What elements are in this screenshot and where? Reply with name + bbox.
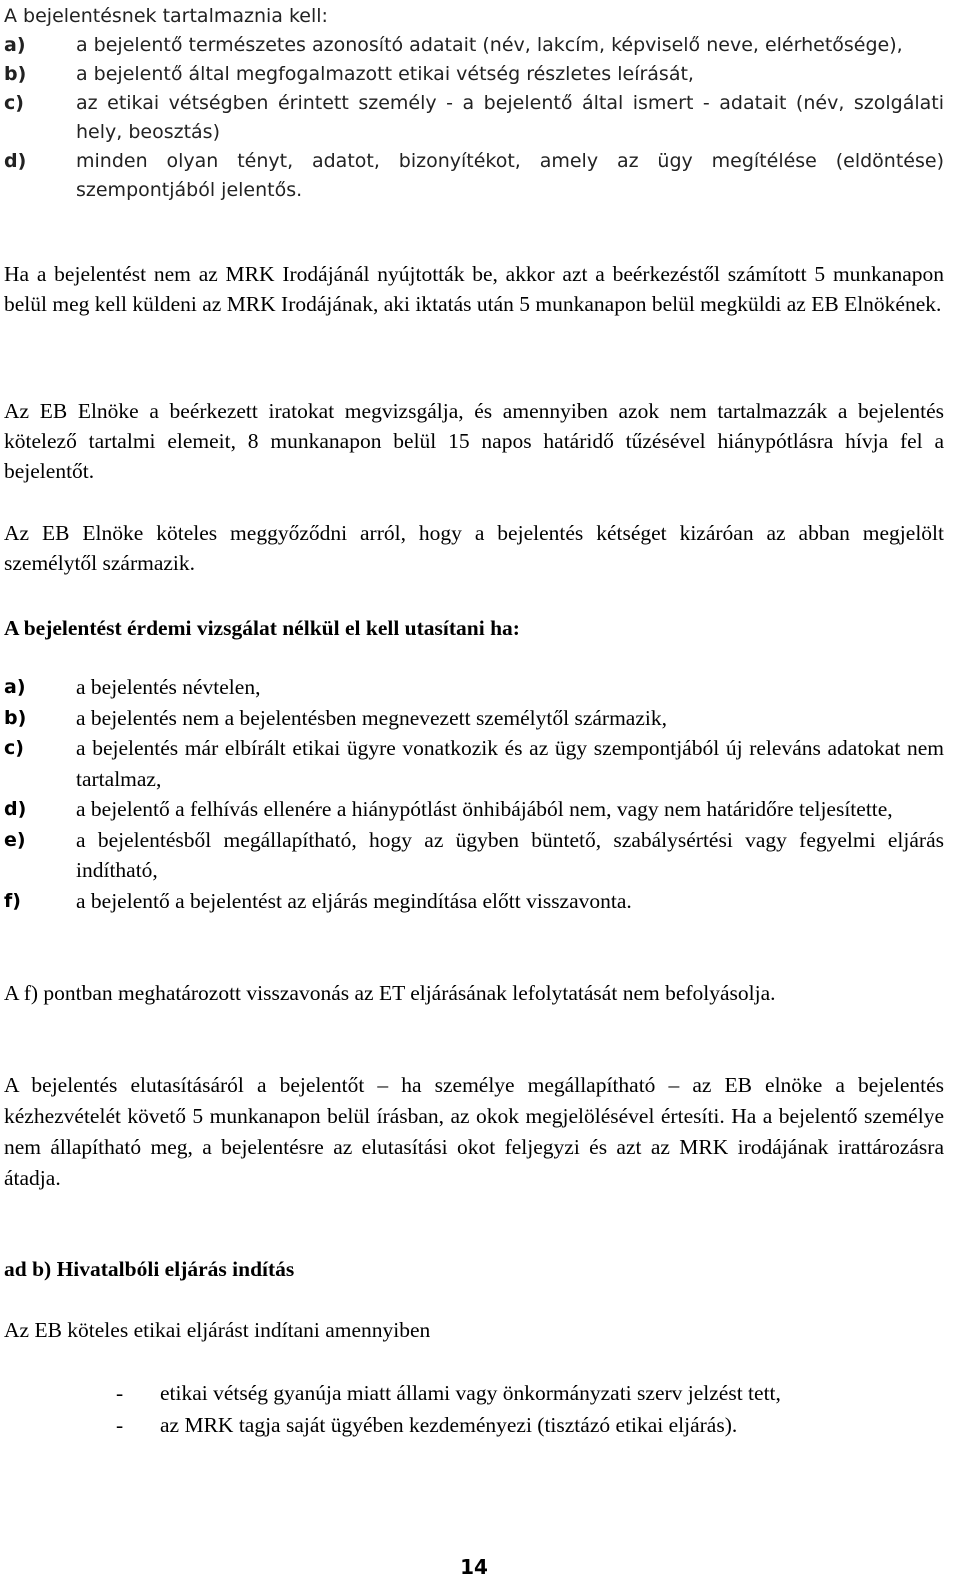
- paragraph-rejection-notice: A bejelentés elutasításáról a bejelentőt – ha személye megállapítható – az EB elnöke a bejelentés kézhezvételét követő 5 munkanapon belül írásban, az okok megjelölésével értesíti. Ha a bejelentő személye nem állapítható meg, a bejelentésre az elutasítási okot feljegyzi és azt az MRK irodájának irattározásra átadja.: [4, 1073, 944, 1190]
- section-b-dash-list: [4, 1377, 944, 1441]
- dash-item-text: etikai vétség gyanúja miatt állami vagy önkormányzati szerv jelzést tett,: [160, 1381, 781, 1405]
- list-item-text: a bejelentés nem a bejelentésben megnevezett személytől származik,: [76, 705, 667, 730]
- list-marker: f): [4, 889, 21, 912]
- rejection-item-e: [4, 825, 944, 886]
- list-item-text: az etikai vétségben érintett személy - a bejelentő által ismert - adatait (név, szolgálati hely, beosztás): [76, 92, 944, 143]
- dash-item: [4, 1409, 944, 1441]
- dash-marker: -: [116, 1413, 124, 1437]
- dash-item: [4, 1377, 944, 1409]
- rejection-item-a: [4, 672, 944, 703]
- intro-section: [4, 2, 944, 205]
- list-marker: d): [4, 798, 27, 820]
- list-marker: c): [4, 92, 24, 114]
- rejection-list: [4, 672, 944, 916]
- intro-lead: A bejelentésnek tartalmaznia kell:: [4, 5, 328, 27]
- paragraph-verification: Az EB Elnöke köteles meggyőződni arról, hogy a bejelentés kétséget kizáróan az abban megjelölt személytől származik.: [4, 521, 944, 575]
- page-number: 14: [460, 1555, 488, 1579]
- list-marker: a): [4, 676, 26, 698]
- rejection-item-f: [4, 886, 944, 917]
- list-marker: d): [4, 150, 27, 172]
- list-marker: c): [4, 737, 24, 759]
- list-item-text: a bejelentő természetes azonosító adatait (név, lakcím, képviselő neve, elérhetősége),: [76, 34, 903, 56]
- list-item-text: a bejelentő által megfogalmazott etikai vétség részletes leírását,: [76, 63, 694, 85]
- dash-item-text: az MRK tagja saját ügyében kezdeményezi (tisztázó etikai eljárás).: [160, 1413, 738, 1437]
- paragraph-review: Az EB Elnöke a beérkezett iratokat megvizsgálja, és amennyiben azok nem tartalmazzák a bejelentés kötelező tartalmi elemeit, 8 munkanapon belül 15 napos határidő tűzésével hiánypótlásra hívja fel a bejelentőt.: [4, 399, 944, 483]
- list-item-text: minden olyan tényt, adatot, bizonyítékot, amely az ügy megítélése (eldöntése) szempontjából jelentős.: [76, 150, 944, 201]
- intro-item-a: [4, 31, 944, 60]
- list-item-text: a bejelentő a felhívás ellenére a hiánypótlást önhibájából nem, vagy nem határidőre teljesítette,: [76, 797, 893, 821]
- list-item-text: a bejelentésből megállapítható, hogy az ügyben büntető, szabálysértési vagy fegyelmi eljárás indítható,: [76, 827, 944, 882]
- rejection-heading: A bejelentést érdemi vizsgálat nélkül el kell utasítani ha:: [4, 616, 520, 640]
- rejection-item-d: [4, 794, 944, 825]
- paragraph-forwarding: Ha a bejelentést nem az MRK Irodájánál nyújtották be, akkor azt a beérkezéstől számított 5 munkanapon belül meg kell küldeni az MRK Irodájának, aki iktatás után 5 munkanapon belül megküldi az EB Elnökének.: [4, 262, 944, 316]
- list-item-text: a bejelentés már elbírált etikai ügyre vonatkozik és az ügy szempontjából új releváns adatokat nem tartalmaz,: [76, 736, 944, 791]
- list-marker: e): [4, 828, 26, 851]
- list-item-text: a bejelentés névtelen,: [76, 675, 261, 699]
- intro-item-b: [4, 60, 944, 89]
- rejection-item-c: [4, 733, 944, 794]
- intro-item-d: [4, 147, 944, 205]
- list-marker: b): [4, 706, 27, 729]
- intro-item-c: [4, 89, 944, 147]
- list-marker: b): [4, 63, 27, 85]
- section-b-heading: ad b) Hivatalbóli eljárás indítás: [4, 1257, 295, 1281]
- list-item-text: a bejelentő a bejelentést az eljárás megindítása előtt visszavonta.: [76, 888, 632, 913]
- paragraph-withdrawal: A f) pontban meghatározott visszavonás az ET eljárásának lefolytatását nem befolyásolja.: [4, 981, 776, 1005]
- rejection-item-b: [4, 703, 944, 734]
- list-marker: a): [4, 34, 26, 56]
- section-b-lead: Az EB köteles etikai eljárást indítani amennyiben: [4, 1318, 431, 1342]
- dash-marker: -: [116, 1381, 124, 1405]
